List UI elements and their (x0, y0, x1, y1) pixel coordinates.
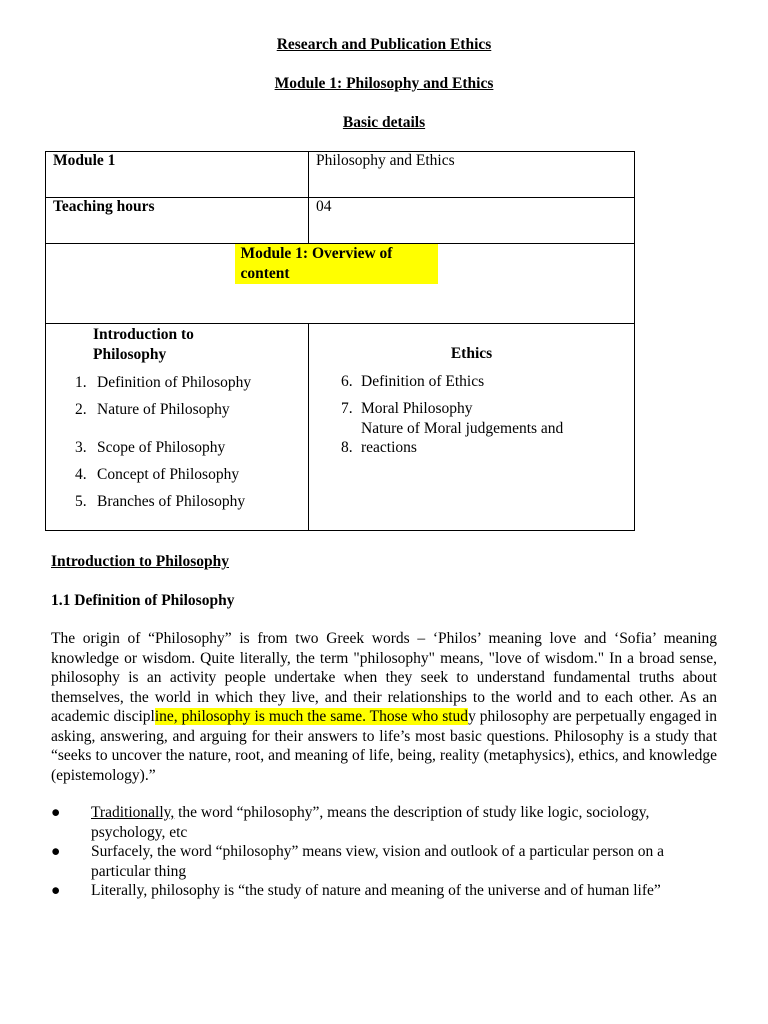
bullet-item (51, 881, 717, 901)
list-item (341, 438, 627, 458)
bullet-dot-icon: ● (51, 843, 61, 860)
overview-line-2: content (240, 265, 290, 282)
item-number: 6. (341, 373, 353, 390)
item-number: 8. (341, 439, 353, 456)
bullet-text: Literally, philosophy is “the study of nature and meaning of the universe and of human life” (91, 882, 661, 899)
table-row (46, 198, 635, 244)
bullet-item (51, 803, 717, 842)
paragraph-text-start: The origin of “Philosophy” is from two Greek words – ‘Philos’ meaning love and ‘Sofia’ meaning knowledge or wisdom. Quite literally, the term "philosophy" means, "love of wisdom." In a broad sense, philosophy is an activity people undertake when they seek to understand fundamental truths about themselves, the world in which they live, and their relationships to the world and to each other. As an academic discipl (51, 630, 717, 725)
details-table (45, 151, 635, 531)
module-value: Philosophy and Ethics (309, 152, 635, 198)
philosophy-topics-heading (93, 325, 301, 365)
module-title: Module 1: Philosophy and Ethics (274, 75, 494, 92)
bullet-dot-icon: ● (51, 882, 61, 899)
list-item (53, 493, 301, 515)
overview-highlight (235, 244, 438, 284)
list-item (341, 399, 627, 419)
table-row (46, 152, 635, 198)
item-text: Definition of Philosophy (97, 374, 252, 391)
heading-line-2: Philosophy (93, 346, 167, 363)
item-number: 2. (75, 401, 87, 418)
item-text: Scope of Philosophy (97, 439, 226, 456)
definition-paragraph (51, 629, 717, 785)
item-text: Nature of Philosophy (97, 401, 230, 418)
item-number: 7. (341, 400, 353, 417)
overview-cell (46, 244, 635, 324)
overview-line-1: Module 1: Overview of (240, 245, 393, 262)
bullet-dot-icon: ● (51, 804, 61, 821)
item-number: 4. (75, 466, 87, 483)
item-text: Branches of Philosophy (97, 493, 246, 510)
ethics-topics-cell (309, 324, 635, 531)
list-item (341, 419, 627, 439)
item-number: 1. (75, 374, 87, 391)
highlighted-text: ine, philosophy is much the same. Those who stud (154, 708, 469, 725)
bullet-list (51, 803, 717, 901)
bullet-emphasis: Traditionally, (91, 804, 175, 821)
item-text: Nature of Moral judgements and (361, 419, 564, 437)
list-item (341, 372, 627, 399)
bullet-text: the word “philosophy”, means the description of study like logic, sociology, psychology, etc (91, 804, 650, 841)
table-row (46, 324, 635, 531)
paragraph-text-end: y philosophy are perpetually engaged in asking, answering, and arguing for their answers to life’s most basic questions. Philosophy is a study that “seeks to uncover the nature, root, and meaning of life, being, reality (metaphysics), ethics, and knowledge (epistemology).” (51, 708, 718, 784)
philosophy-topics-cell (46, 324, 309, 531)
section-heading: Introduction to Philosophy (51, 553, 230, 570)
item-text: Concept of Philosophy (97, 466, 240, 483)
heading-line-1: Introduction to (93, 326, 194, 343)
list-item (53, 466, 301, 493)
item-text: Definition of Ethics (361, 373, 485, 390)
bullet-item (51, 842, 717, 881)
document-title: Research and Publication Ethics (276, 36, 492, 53)
item-number: 3. (75, 439, 87, 456)
item-number: 5. (75, 493, 87, 510)
list-item (53, 374, 301, 401)
basic-details-title: Basic details (342, 114, 426, 131)
philosophy-topic-list (53, 374, 301, 515)
table-row (46, 244, 635, 324)
teaching-hours-label: Teaching hours (46, 198, 309, 244)
list-item (53, 401, 301, 439)
ethics-topic-list (341, 372, 627, 458)
item-text: Moral Philosophy (361, 400, 473, 417)
item-text: reactions (361, 439, 417, 456)
subsection-heading: 1.1 Definition of Philosophy (51, 592, 235, 609)
teaching-hours-value: 04 (309, 198, 635, 244)
module-label: Module 1 (46, 152, 309, 198)
bullet-text: Surfacely, the word “philosophy” means view, vision and outlook of a particular person on a particular thing (91, 843, 665, 880)
list-item (53, 439, 301, 466)
ethics-heading: Ethics (450, 345, 493, 362)
